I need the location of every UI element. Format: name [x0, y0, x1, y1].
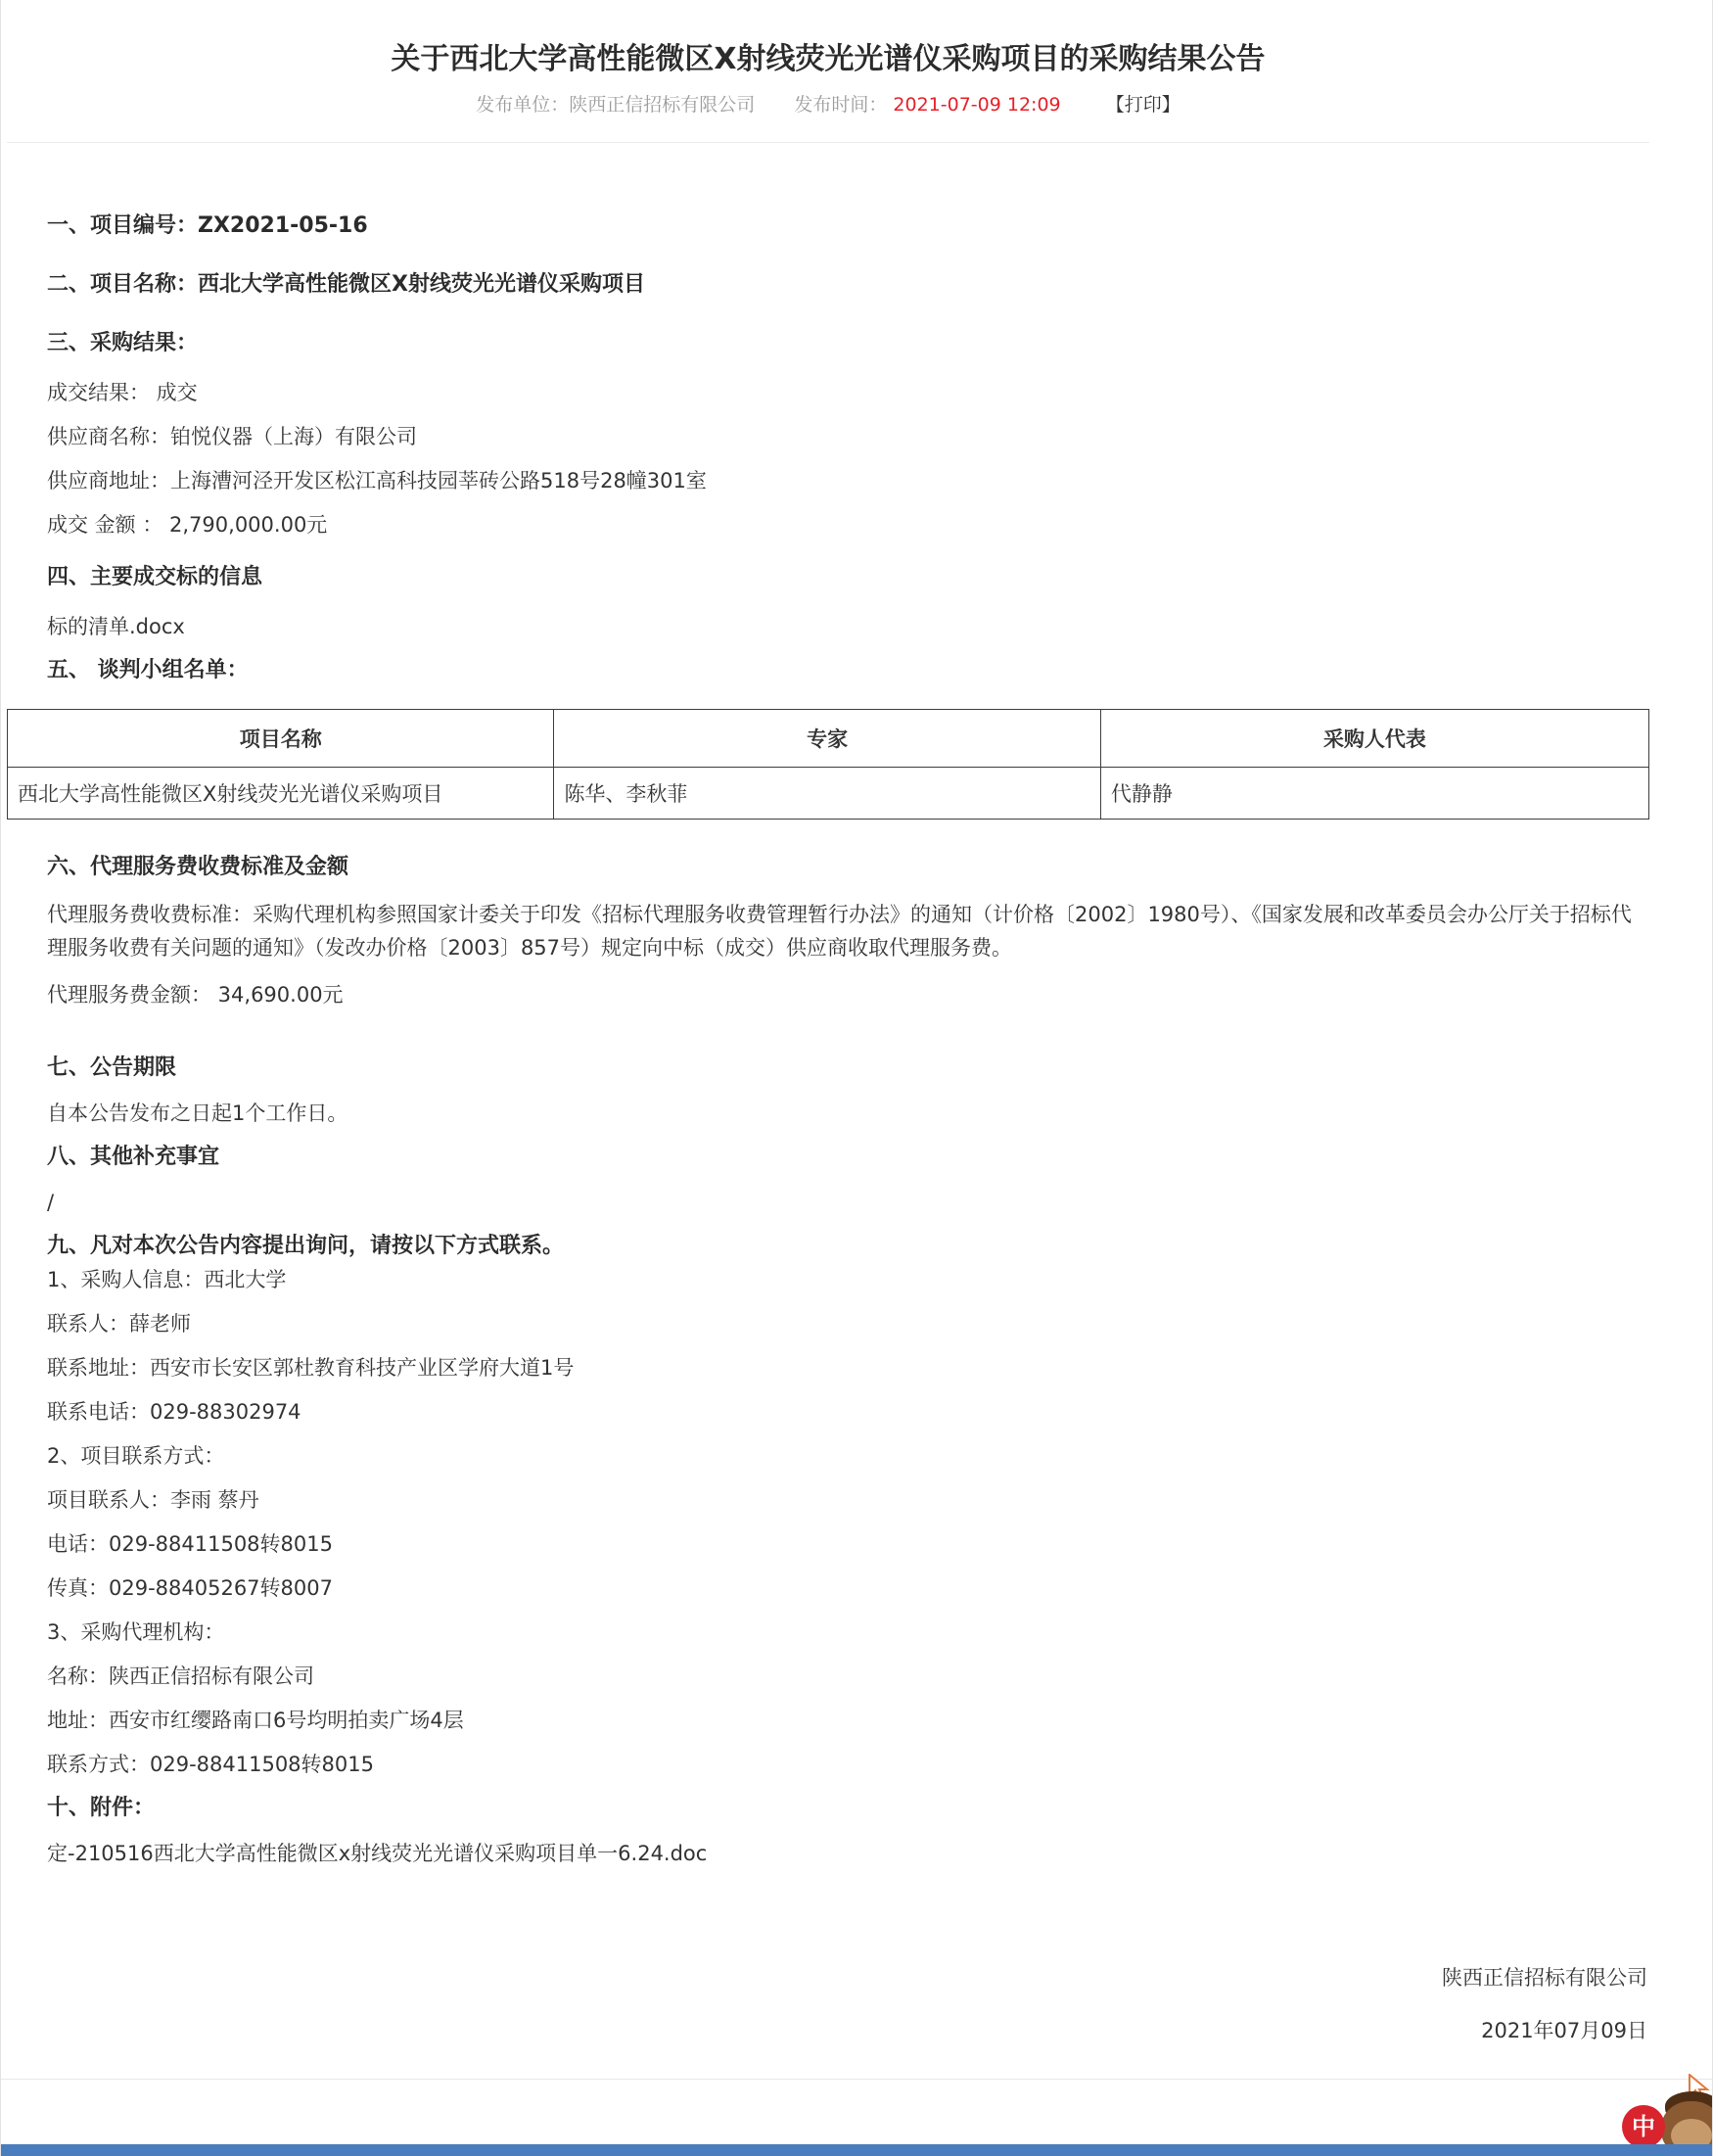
agency-fee-amount-line: 代理服务费金额： 34,690.00元	[47, 983, 344, 1007]
section4-heading: 四、主要成交标的信息	[47, 565, 263, 589]
contact-line: 传真：029-88405267转8007	[47, 1576, 333, 1600]
section3-heading: 三、采购结果：	[47, 331, 199, 355]
section8-heading: 八、其他补充事宜	[47, 1145, 220, 1169]
other-matters-line: /	[47, 1191, 55, 1214]
footer-divider	[1, 2079, 1712, 2080]
subject-list-attachment-link[interactable]: 标的清单.docx	[47, 615, 185, 638]
supplier-name-line: 供应商名称：铂悦仪器（上海）有限公司	[47, 425, 417, 448]
page-title: 关于西北大学高性能微区X射线荧光光谱仪采购项目的采购结果公告	[391, 42, 1266, 76]
section10-heading: 十、附件：	[47, 1796, 156, 1820]
bottom-blue-bar	[1, 2144, 1712, 2156]
print-button[interactable]: 【打印】	[1105, 94, 1181, 116]
section9-heading: 九、凡对本次公告内容提出询问，请按以下方式联系。	[47, 1234, 565, 1258]
contact-line: 名称：陕西正信招标有限公司	[47, 1664, 314, 1688]
column-header-project-name: 项目名称	[8, 710, 554, 768]
signature-block	[1442, 1963, 1647, 2045]
negotiation-group-table	[7, 709, 1649, 820]
deal-result-line: 成交结果： 成交	[47, 381, 198, 404]
signature-date: 2021年07月09日	[1481, 2019, 1647, 2042]
cell-purchaser-rep: 代静静	[1100, 768, 1648, 820]
signature-company: 陕西正信招标有限公司	[1442, 1966, 1647, 1990]
content-area	[7, 0, 1649, 1883]
section1-heading: 一、项目编号：ZX2021-05-16	[47, 213, 368, 238]
publish-time-value: 2021-07-09 12:09	[893, 94, 1061, 116]
contact-line: 联系人：薛老师	[47, 1312, 191, 1336]
publisher-label: 发布单位：陕西正信招标有限公司	[476, 94, 756, 116]
section7-heading: 七、公告期限	[47, 1055, 177, 1080]
supplier-address-line: 供应商地址：上海漕河泾开发区松江高科技园莘砖公路518号28幢301室	[47, 469, 707, 492]
contact-line: 联系电话：029-88302974	[47, 1400, 301, 1424]
contact-line: 电话：029-88411508转8015	[47, 1532, 333, 1556]
column-header-experts: 专家	[554, 710, 1100, 768]
section5-heading: 五、 谈判小组名单：	[47, 658, 249, 682]
contact-line: 项目联系人：李雨 蔡丹	[47, 1488, 259, 1512]
column-header-purchaser-rep: 采购人代表	[1100, 710, 1648, 768]
publish-info-bar	[7, 92, 1649, 118]
result-doc-attachment-link[interactable]: 定-210516西北大学高性能微区x射线荧光光谱仪采购项目单一6.24.doc	[47, 1842, 708, 1865]
contact-line: 2、项目联系方式：	[47, 1444, 225, 1468]
section2-heading: 二、项目名称：西北大学高性能微区X射线荧光光谱仪采购项目	[47, 272, 645, 297]
table-header-row	[8, 710, 1649, 768]
contact-line: 3、采购代理机构：	[47, 1620, 225, 1644]
contact-line: 联系地址：西安市长安区郭杜教育科技产业区学府大道1号	[47, 1356, 575, 1380]
contact-line: 1、采购人信息：西北大学	[47, 1268, 287, 1291]
cell-project-name: 西北大学高性能微区X射线荧光光谱仪采购项目	[8, 768, 554, 820]
mascot-badge-icon: 中	[1622, 2105, 1665, 2148]
section6-heading: 六、代理服务费收费标准及金额	[47, 855, 349, 879]
contact-line: 地址：西安市红缨路南口6号均明拍卖广场4层	[47, 1709, 464, 1732]
table-row	[8, 768, 1649, 820]
announcement-period-line: 自本公告发布之日起1个工作日。	[47, 1101, 348, 1125]
deal-amount-line: 成交 金额 ： 2,790,000.00元	[47, 513, 328, 537]
contact-line: 联系方式：029-88411508转8015	[47, 1753, 374, 1776]
publish-time-label: 发布时间：	[794, 94, 888, 116]
agency-fee-standard-paragraph: 代理服务费收费标准：采购代理机构参照国家计委关于印发《招标代理服务收费管理暂行办法》的通知（计价格〔2002〕1980号）、《国家发展和改革委员会办公厅关于招标代理服务收费有关问题的通知》（发改办价格〔2003〕857号）规定向中标（成交）供应商收取代理服务费。	[47, 903, 1632, 960]
header-divider	[7, 142, 1649, 143]
cell-experts: 陈华、李秋菲	[554, 768, 1100, 820]
